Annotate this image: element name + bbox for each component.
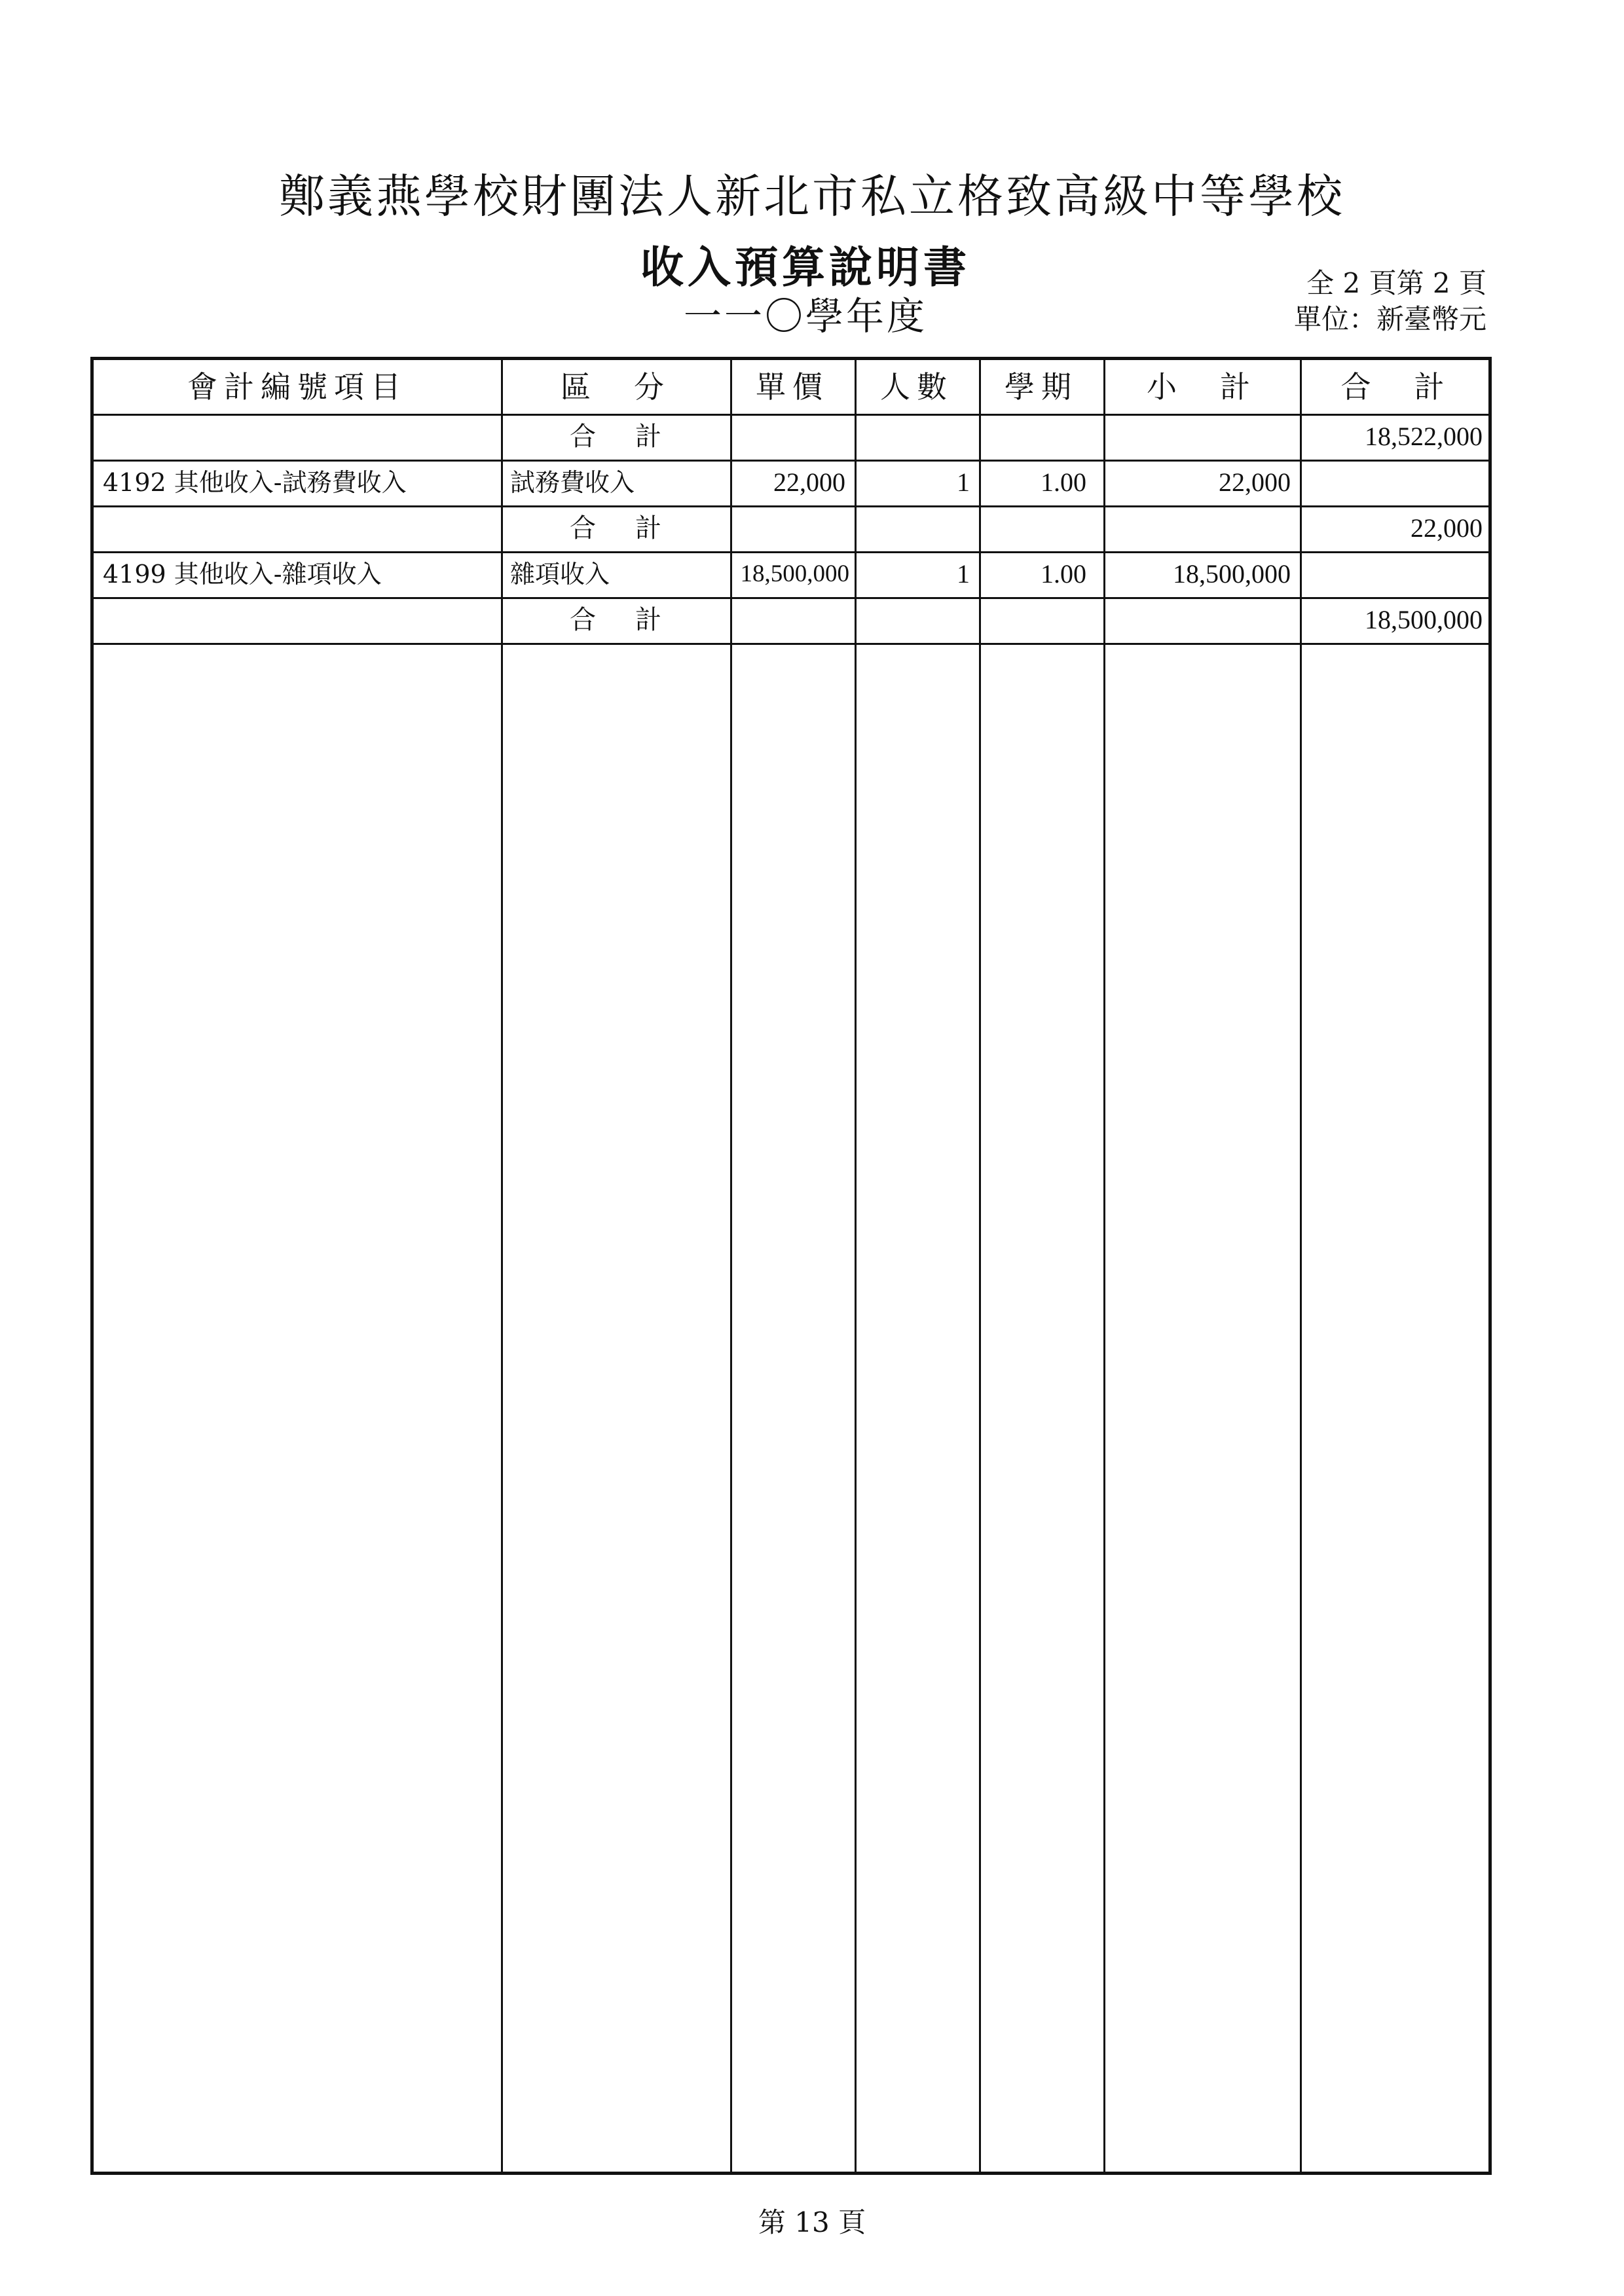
column-header-semester: 學期: [1005, 369, 1078, 405]
table-row-code-item: 4199 其他收入-雜項收入: [103, 560, 382, 589]
column-header-unit-price: 單價: [756, 369, 829, 405]
column-header-category: 區 分: [561, 369, 671, 405]
row-divider: [94, 597, 1488, 599]
table-row-category: 合計: [570, 605, 701, 635]
table-row-code-item: 4192 其他收入-試務費收入: [103, 468, 407, 497]
page-count-info: 全 2 頁第 2 頁: [1306, 267, 1486, 299]
column-divider: [1103, 360, 1105, 2172]
page-number: 第 13 頁: [758, 2206, 866, 2238]
column-divider: [730, 360, 732, 2172]
table-row-unit-price: 18,500,000: [740, 560, 849, 587]
row-divider: [94, 505, 1488, 507]
budget-table: [90, 357, 1492, 2175]
table-row-category: 合計: [570, 513, 701, 543]
column-header-people: 人數: [880, 369, 953, 405]
column-divider: [979, 360, 981, 2172]
column-header-code-item: 會計編號項目: [187, 369, 407, 405]
column-divider: [855, 360, 857, 2172]
table-row-semester: 1.00: [1041, 467, 1086, 497]
table-row-total: 22,000: [1411, 513, 1483, 543]
column-header-total: 合 計: [1340, 369, 1451, 405]
table-row-category: 試務費收入: [510, 468, 635, 497]
table-row-semester: 1.00: [1041, 559, 1086, 589]
school-year: 一一〇學年度: [683, 294, 927, 338]
column-header-subtotal: 小 計: [1147, 369, 1257, 405]
table-row-category: 雜項收入: [510, 560, 610, 589]
table-row-subtotal: 22,000: [1219, 467, 1291, 497]
table-row-people: 1: [957, 559, 970, 589]
table-row-people: 1: [957, 467, 970, 497]
table-row-total: 18,522,000: [1365, 422, 1483, 451]
table-row-total: 18,500,000: [1365, 605, 1483, 634]
table-row-code-item: [94, 414, 501, 460]
document-title: 收入預算說明書: [640, 242, 970, 293]
table-row-unit-price: 22,000: [773, 467, 845, 497]
row-divider: [94, 643, 1488, 645]
organization-title: 鄭義燕學校財團法人新北市私立格致高級中等學校: [279, 170, 1345, 223]
table-row-category: 合計: [570, 422, 701, 452]
currency-unit: 單位：新臺幣元: [1293, 303, 1486, 335]
table-row-subtotal: 18,500,000: [1173, 559, 1291, 589]
